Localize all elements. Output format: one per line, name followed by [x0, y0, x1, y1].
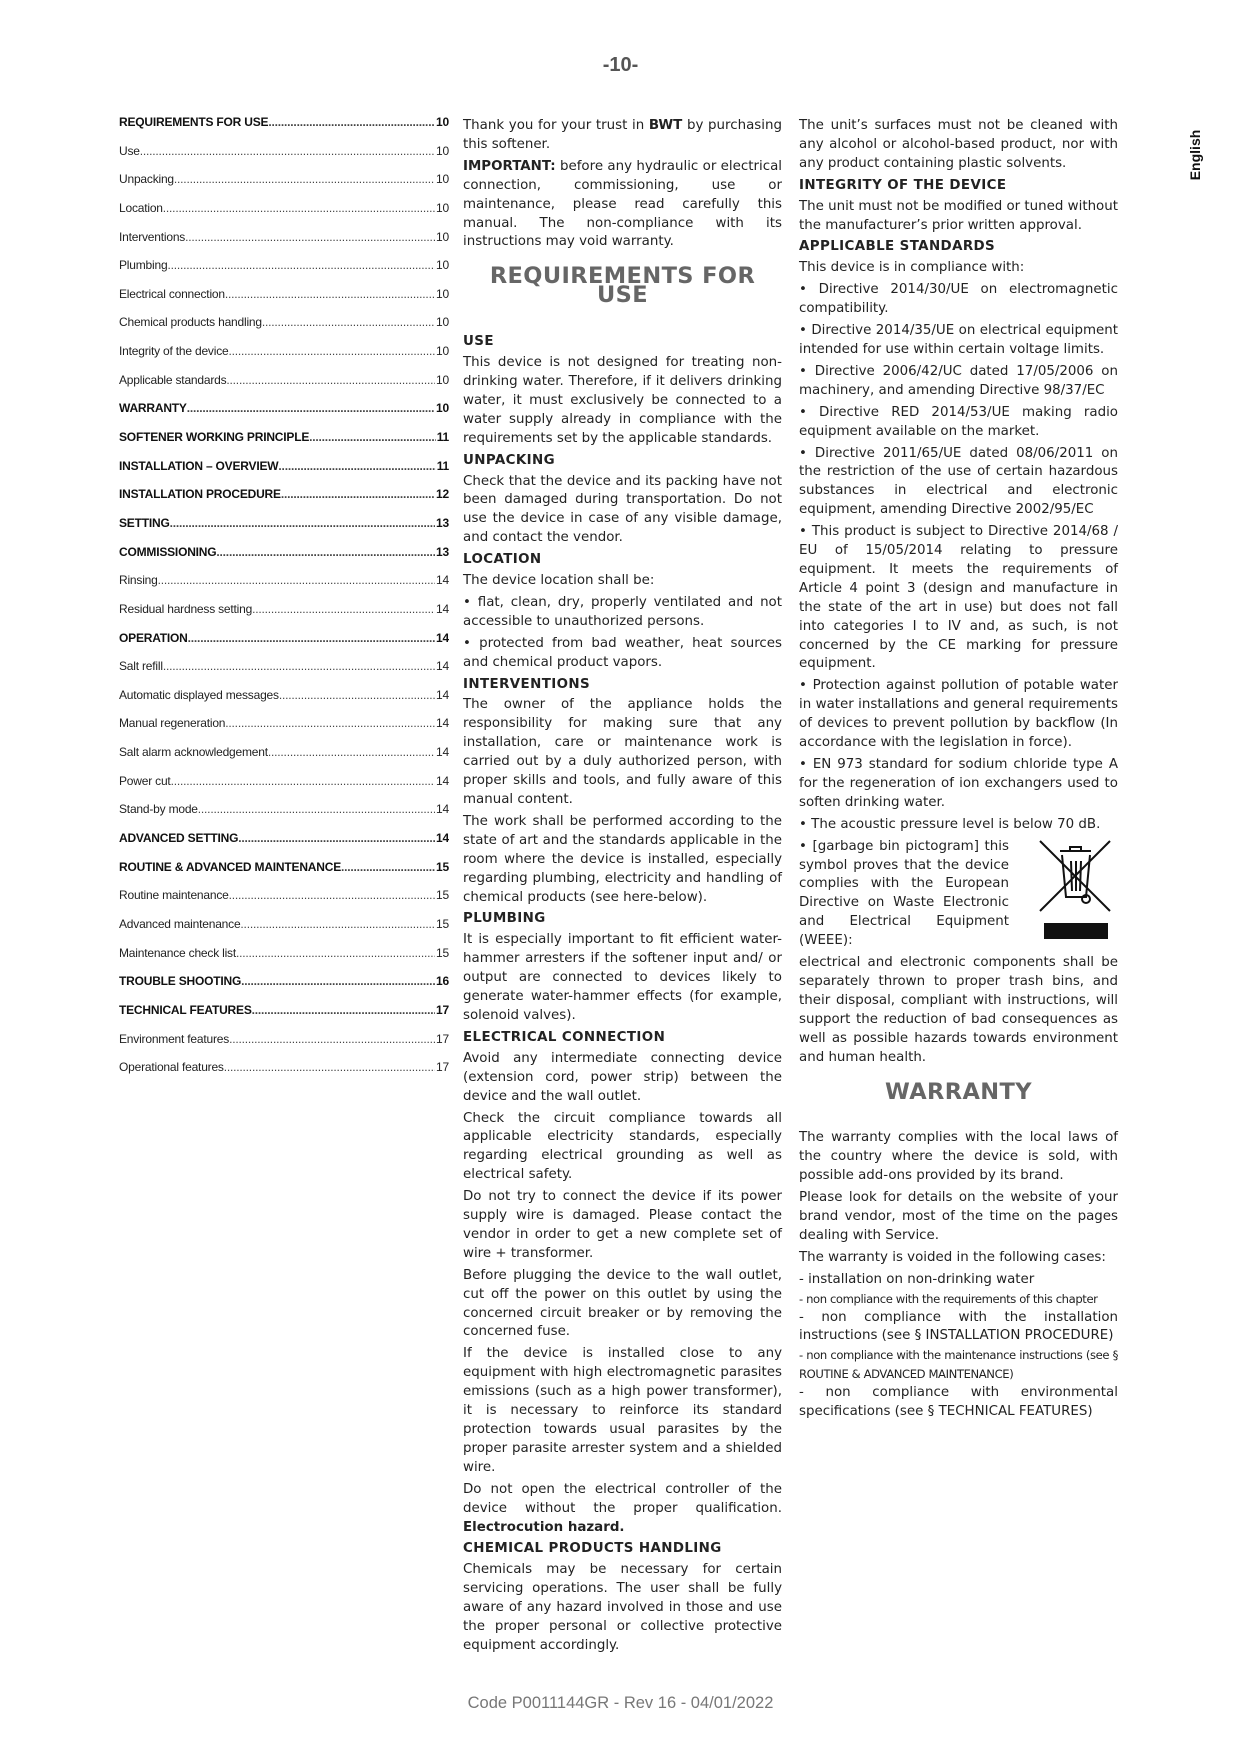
section-title-requirements: REQUIREMENTS FOR USE	[489, 263, 756, 309]
toc-page-number: 14	[436, 630, 449, 645]
toc-title: TECHNICAL FEATURES	[119, 1002, 252, 1017]
toc-title: Maintenance check list	[119, 945, 236, 960]
toc-title: Interventions	[119, 229, 186, 244]
toc-row	[119, 344, 449, 373]
toc-title: Advanced maintenance	[119, 916, 241, 931]
toc-title: Salt refill	[119, 659, 163, 674]
toc-title: Unpacking	[119, 172, 174, 187]
toc-title: WARRANTY	[119, 401, 187, 416]
toc-title: Chemical products handling	[119, 315, 262, 330]
toc-leader-dots	[140, 144, 435, 158]
toc-page-number: 15	[436, 859, 449, 874]
warranty-void-item: - non compliance with the installation instructions (see § INSTALLATION PROCEDURE)	[799, 1309, 1118, 1344]
toc-title: OPERATION	[119, 630, 188, 645]
toc-page-number: 14	[436, 601, 449, 616]
toc-row	[119, 1060, 449, 1089]
toc-page-number: 10	[436, 200, 449, 215]
toc-leader-dots	[187, 401, 435, 415]
electrical-text: Check the circuit compliance towards all applicable electricity standards, especially regarding electrical grounding as well as electrical safety.	[463, 1110, 782, 1183]
plumbing-text: It is especially important to fit efficient water-hammer arresters if the softener input and/ or output are connected to devices likely to generate water-hammer effects (for example, solenoid valves).	[463, 932, 782, 1023]
toc-title: Automatic displayed messages	[119, 687, 279, 702]
column-requirements	[463, 117, 782, 1659]
toc-leader-dots	[309, 430, 436, 444]
toc-page-number: 17	[436, 1002, 449, 1017]
toc-title: Applicable standards	[119, 372, 227, 387]
toc-row	[119, 716, 449, 745]
standard-item: • The acoustic pressure level is below 70 dB.	[799, 816, 1101, 832]
toc-row	[119, 745, 449, 774]
toc-row	[119, 831, 449, 860]
location-intro: The device location shall be:	[463, 573, 655, 589]
toc-page-number: 17	[436, 1031, 449, 1046]
standard-item: • This product is subject to Directive 2014/68 / EU of 15/05/2014 relating to pressure equipment. It meets the requirements of Article 4 point 3 (design and manufacture in the state of the art in use) but does not fall into categories I to IV and, as such, is not concerned by the CE marking for pressure equipment.	[799, 524, 1118, 672]
toc-row	[119, 631, 449, 660]
interventions-text: The owner of the appliance holds the responsibility for making sure that any installation, care or maintenance work is carried out by a duly authorized person, with proper skills and tools, and fully aware of this manual content.	[463, 697, 782, 807]
toc-leader-dots	[236, 946, 435, 960]
toc-page-number: 14	[436, 745, 449, 760]
language-label: English	[1187, 129, 1203, 181]
section-title-warranty: WARRANTY	[885, 1078, 1032, 1105]
toc-row	[119, 258, 449, 287]
toc-row	[119, 287, 449, 316]
toc-leader-dots	[238, 831, 435, 845]
toc-page-number: 10	[436, 401, 449, 416]
toc-title: Power cut	[119, 773, 171, 788]
toc-page-number: 10	[436, 315, 449, 330]
toc-row	[119, 659, 449, 688]
electrical-text: Avoid any intermediate connecting device (extension cord, power strip) between the device and the wall outlet.	[463, 1050, 782, 1104]
toc-leader-dots	[252, 1003, 435, 1017]
toc-title: ROUTINE & ADVANCED MAINTENANCE	[119, 859, 342, 874]
electrical-text: If the device is installed close to any equipment with high electromagnetic parasites emissions (such as a high power transformer), it is necessary to reinforce its standard protection towards usual parasites by the proper parasite arrester system and a shielded wire.	[463, 1346, 782, 1475]
weee-text: • [garbage bin pictogram] this symbol proves that the device complies with the European Directive on Waste Electronic and Electrical Equipment (WEEE):	[799, 838, 1009, 949]
toc-page-number: 14	[436, 659, 449, 674]
toc-page-number: 14	[436, 573, 449, 588]
toc-leader-dots	[262, 315, 435, 329]
language-tab	[1185, 125, 1205, 185]
warranty-void-item: - installation on non-drinking water	[799, 1271, 1035, 1287]
toc-page-number: 17	[436, 1060, 449, 1075]
toc-page-number: 10	[436, 258, 449, 273]
toc-row	[119, 172, 449, 201]
toc-page-number: 10	[436, 344, 449, 359]
warranty-void-item: - non compliance with environmental specifications (see § TECHNICAL FEATURES)	[799, 1385, 1118, 1420]
warranty-void-item: - non compliance with the maintenance instructions (see § ROUTINE & ADVANCED MAINTENANCE)	[799, 1348, 1118, 1382]
chemical-text: Chemicals may be necessary for certain servicing operations. The user shall be fully aware of any hazard involved in those and use the proper personal or collective protective equipment accordingly.	[463, 1562, 782, 1653]
standard-item: • Directive 2014/35/UE on electrical equipment intended for use within certain voltage limits.	[799, 323, 1118, 357]
toc-title: Integrity of the device	[119, 344, 229, 359]
heading-use: USE	[463, 334, 494, 350]
toc-title: Operational features	[119, 1060, 224, 1075]
toc-leader-dots	[163, 659, 435, 673]
toc-leader-dots	[278, 459, 435, 473]
toc-page-number: 10	[436, 286, 449, 301]
toc-page-number: 15	[436, 916, 449, 931]
toc-page-number: 16	[436, 974, 449, 989]
standard-item: • Directive 2014/30/UE on electromagnetic compatibility.	[799, 282, 1118, 317]
toc-leader-dots	[171, 774, 435, 788]
interventions-text: The work shall be performed according to the state of art and the standards applicable in the room where the device is installed, especially regarding plumbing, electricity and handling of chemical products (see here-below).	[463, 813, 782, 905]
location-item: • protected from bad weather, heat sources and chemical product vapors.	[463, 635, 782, 670]
toc-title: Use	[119, 143, 140, 158]
intro-paragraph: Thank you for your trust in BWT by purchasing this softener.	[463, 118, 782, 152]
toc-page-number: 13	[436, 544, 449, 559]
toc-row	[119, 545, 449, 574]
heading-electrical: ELECTRICAL CONNECTION	[463, 1029, 666, 1045]
heading-interventions: INTERVENTIONS	[463, 676, 591, 692]
toc-title: INSTALLATION – OVERVIEW	[119, 458, 279, 473]
toc-page-number: 14	[436, 802, 449, 817]
toc-leader-dots	[188, 631, 435, 645]
toc-leader-dots	[174, 172, 435, 186]
toc-row	[119, 201, 449, 230]
electrical-text: Before plugging the device to the wall outlet, cut off the power on this outlet by using the concerned circuit breaker or by removing the concerned fuse.	[463, 1267, 782, 1340]
toc-row	[119, 917, 449, 946]
heading-location: LOCATION	[463, 552, 542, 568]
electrical-warning: Do not open the electrical controller of the device without the proper qualification. Electrocution hazard.	[463, 1481, 782, 1535]
weee-continued: electrical and electronic components shall be separately thrown to proper trash bins, and their disposal, compliant with instructions, will support the reduction of bad consequences as well as possible hazards towards environment and human health.	[799, 955, 1118, 1065]
important-paragraph: IMPORTANT: before any hydraulic or electrical connection, commissioning, use or maintenance, please read carefully this manual. The non-compliance with its instructions may void warranty.	[463, 158, 782, 250]
toc-title: Rinsing	[119, 573, 158, 588]
toc-row	[119, 1032, 449, 1061]
toc-leader-dots	[281, 487, 435, 501]
toc-title: Manual regeneration	[119, 716, 226, 731]
warranty-text: The warranty complies with the local laws of the country where the device is sold, with possible add-ons provided by its brand.	[799, 1130, 1118, 1184]
toc-row	[119, 144, 449, 173]
toc-row	[119, 774, 449, 803]
toc-row	[119, 115, 449, 144]
toc-row	[119, 487, 449, 516]
toc-title: COMMISSIONING	[119, 544, 217, 559]
location-item: • flat, clean, dry, properly ventilated and not accessible to unauthorized persons.	[463, 594, 782, 629]
toc-page-number: 10	[436, 372, 449, 387]
warranty-text: Please look for details on the website of your brand vendor, most of the time on the pages dealing with Service.	[799, 1190, 1118, 1243]
document-code: Code P0011144GR - Rev 16 - 04/01/2022	[467, 1694, 774, 1712]
heading-standards: APPLICABLE STANDARDS	[799, 239, 996, 255]
toc-row	[119, 230, 449, 259]
heading-unpacking: UNPACKING	[463, 452, 556, 468]
brand-name: BWT	[648, 118, 683, 133]
toc-page-number: 14	[436, 716, 449, 731]
toc-row	[119, 373, 449, 402]
toc-page-number: 12	[436, 487, 449, 502]
toc-row	[119, 1003, 449, 1032]
heading-chemical: CHEMICAL PRODUCTS HANDLING	[463, 1541, 722, 1557]
integrity-text: The unit must not be modified or tuned without the manufacturer’s prior written approval.	[799, 198, 1118, 233]
table-of-contents	[119, 115, 449, 1089]
toc-leader-dots	[268, 745, 435, 759]
toc-leader-dots	[252, 602, 435, 616]
heading-plumbing: PLUMBING	[463, 911, 546, 927]
toc-title: SOFTENER WORKING PRINCIPLE	[119, 430, 310, 445]
toc-leader-dots	[185, 230, 435, 244]
toc-leader-dots	[225, 716, 435, 730]
toc-row	[119, 315, 449, 344]
toc-page-number: 10	[436, 115, 449, 129]
use-text: This device is not designed for treating non-drinking water. Therefore, if it delivers drinking water, it must exclusively be connected to a water supply already in compliance with the requirements set by the applicable standards.	[463, 355, 782, 446]
toc-page-number: 13	[436, 515, 449, 530]
page-number: -10-	[602, 54, 639, 76]
toc-title: Routine maintenance	[119, 888, 229, 903]
toc-title: TROUBLE SHOOTING	[119, 974, 242, 989]
toc-page-number: 14	[436, 831, 449, 846]
toc-row	[119, 946, 449, 975]
toc-title: INSTALLATION PROCEDURE	[119, 487, 281, 502]
toc-leader-dots	[226, 373, 435, 387]
standards-intro: This device is in compliance with:	[799, 260, 1025, 276]
toc-leader-dots	[225, 287, 435, 301]
standard-item: • Directive 2006/42/UC dated 17/05/2006 on machinery, and amending Directive 98/37/EC	[799, 363, 1118, 398]
toc-leader-dots	[268, 115, 435, 129]
toc-row	[119, 688, 449, 717]
toc-title: Location	[119, 200, 163, 215]
toc-page-number: 15	[436, 945, 449, 960]
toc-row	[119, 860, 449, 889]
toc-leader-dots	[240, 917, 435, 931]
toc-title: Salt alarm acknowledgement	[119, 745, 268, 760]
standard-item: • Directive 2011/65/UE dated 08/06/2011 on the restriction of the use of certain hazardous substances in electrical and electronic equipment, amending Directive 2002/95/EC	[799, 445, 1118, 518]
toc-leader-dots	[163, 201, 435, 215]
toc-row	[119, 401, 449, 430]
toc-title: Stand-by mode	[119, 802, 198, 817]
toc-row	[119, 573, 449, 602]
toc-page-number: 10	[436, 143, 449, 158]
toc-title: ADVANCED SETTING	[119, 831, 239, 846]
toc-leader-dots	[229, 1032, 435, 1046]
warranty-void-item: - non compliance with the requirements of this chapter	[799, 1291, 1098, 1306]
toc-title: Residual hardness setting	[119, 601, 253, 616]
crossed-bin-icon	[1036, 837, 1116, 941]
toc-row	[119, 888, 449, 917]
toc-leader-dots	[341, 860, 435, 874]
weee-block	[799, 838, 1118, 951]
standard-item: • EN 973 standard for sodium chloride type A for the regeneration of ion exchangers used to soften drinking water.	[799, 757, 1118, 810]
toc-leader-dots	[228, 344, 435, 358]
toc-leader-dots	[279, 688, 435, 702]
toc-leader-dots	[170, 516, 435, 530]
toc-leader-dots	[241, 974, 435, 988]
toc-page-number: 10	[436, 229, 449, 244]
heading-integrity: INTEGRITY OF THE DEVICE	[799, 177, 1007, 193]
toc-title: SETTING	[119, 515, 170, 530]
standard-item: • Directive RED 2014/53/UE making radio equipment available on the market.	[799, 404, 1118, 439]
toc-page-number: 15	[436, 888, 449, 903]
toc-page-number: 11	[436, 430, 449, 445]
unpacking-text: Check that the device and its packing have not been damaged during transportation. Do not use the device in case of any visible damage, and contact the vendor.	[463, 473, 782, 546]
toc-page-number: 11	[436, 458, 449, 473]
toc-row	[119, 459, 449, 488]
toc-row	[119, 802, 449, 831]
toc-row	[119, 430, 449, 459]
electrical-text: Do not try to connect the device if its power supply wire is damaged. Please contact the vendor in order to get a new complete set of wire + transformer.	[463, 1189, 782, 1261]
surfaces-text: The unit’s surfaces must not be cleaned with any alcohol or alcohol-based product, nor with any product containing plastic solvents.	[799, 118, 1118, 171]
toc-row	[119, 602, 449, 631]
toc-page-number: 10	[436, 172, 449, 187]
toc-page-number: 14	[436, 687, 449, 702]
column-standards-warranty	[799, 117, 1118, 1422]
warranty-text: The warranty is voided in the following cases:	[799, 1249, 1106, 1265]
toc-leader-dots	[224, 1060, 435, 1074]
toc-leader-dots	[158, 573, 435, 587]
toc-leader-dots	[167, 258, 435, 272]
toc-leader-dots	[229, 888, 435, 902]
toc-leader-dots	[198, 802, 435, 816]
toc-title: Plumbing	[119, 258, 168, 273]
toc-page-number: 14	[436, 773, 449, 788]
toc-row	[119, 974, 449, 1003]
toc-title: Electrical connection	[119, 286, 225, 301]
standard-item: • Protection against pollution of potable water in water installations and general requirements of devices to prevent pollution by backflow (In accordance with the legislation in force).	[799, 678, 1118, 751]
toc-title: REQUIREMENTS FOR USE	[119, 115, 269, 129]
toc-leader-dots	[216, 545, 435, 559]
toc-title: Environment features	[119, 1031, 230, 1046]
toc-row	[119, 516, 449, 545]
